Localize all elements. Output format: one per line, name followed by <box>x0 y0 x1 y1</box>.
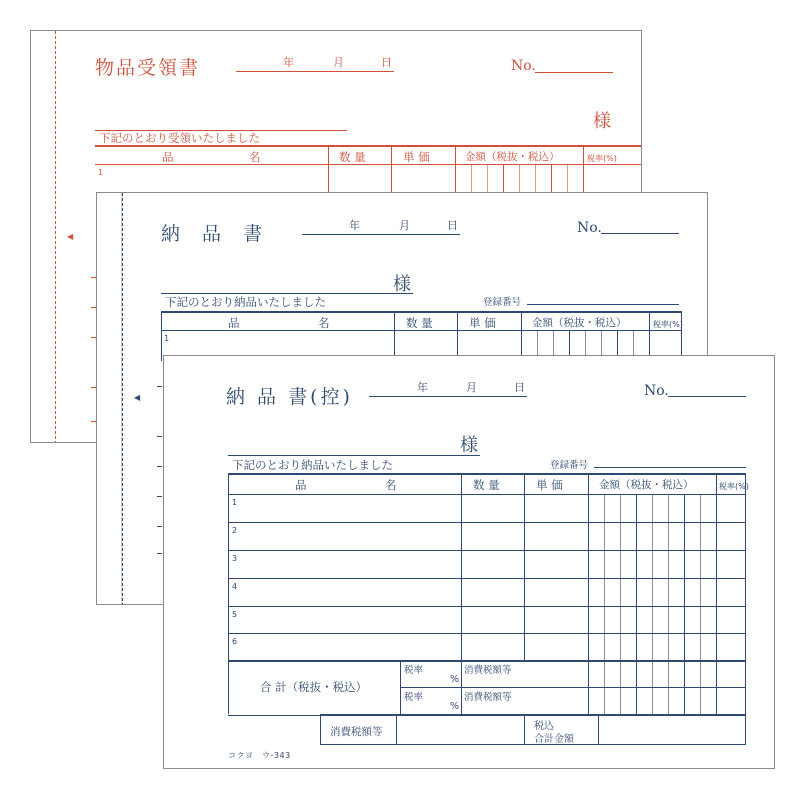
arrow-left-icon: ◀ <box>134 393 141 402</box>
perforation-line <box>55 31 56 443</box>
col-price: 単 価 <box>469 316 496 330</box>
footer-divider <box>396 714 397 745</box>
row-number: 5 <box>232 610 238 619</box>
row-number: 1 <box>98 168 104 177</box>
col-divider <box>161 311 162 361</box>
row-tick <box>157 496 162 497</box>
arrow-left-icon: ◀ <box>67 232 74 241</box>
binding-strip <box>97 193 122 605</box>
row-tick <box>157 436 162 437</box>
intro-text: 下記のとおり受領いたしました <box>99 131 260 145</box>
no-underline <box>601 233 679 234</box>
footer-divider <box>320 714 321 745</box>
total-divider <box>400 660 401 714</box>
digit-divider <box>636 494 637 714</box>
footer-divider <box>524 714 525 745</box>
digit-divider <box>652 494 653 714</box>
sama-label: 様 <box>593 111 611 132</box>
no-label: No. <box>577 220 602 236</box>
date-underline <box>369 396 527 397</box>
intro-text: 下記のとおり納品いたしました <box>165 295 326 309</box>
footer-total-label-2: 合計金額 <box>534 734 574 745</box>
col-amount: 金額（税抜・税込） <box>532 317 627 329</box>
col-item-2: 名 <box>318 316 330 330</box>
reg-underline <box>594 467 746 468</box>
col-item-2: 名 <box>249 150 261 164</box>
table-top <box>161 311 681 313</box>
no-label: No. <box>644 383 669 399</box>
row-tick <box>157 466 162 467</box>
col-qty: 数 量 <box>339 150 366 164</box>
col-amount: 金額（税抜・税込） <box>599 479 694 491</box>
digit-divider <box>700 494 701 714</box>
total-divider <box>461 660 462 714</box>
sama-label: 様 <box>460 435 478 456</box>
reg-label: 登録番号 <box>483 297 522 308</box>
col-divider <box>588 473 589 714</box>
col-divider <box>524 473 525 660</box>
footer-total-label-1: 税込 <box>534 721 554 732</box>
sama-label: 様 <box>393 274 411 295</box>
date-day: 日 <box>514 381 525 394</box>
page-title: 物品受領書 <box>95 57 201 79</box>
date-year: 年 <box>417 381 428 394</box>
row-number: 1 <box>232 498 238 507</box>
product-code: コクヨ ウ-343 <box>228 751 291 760</box>
table-top <box>95 145 642 147</box>
col-divider <box>681 311 682 361</box>
col-qty: 数 量 <box>473 478 500 492</box>
tax-amount-label: 消費税額等 <box>464 665 512 676</box>
footer-blank <box>228 716 320 745</box>
intro-text: 下記のとおり納品いたしました <box>232 458 393 472</box>
digit-divider <box>684 494 685 714</box>
row-number: 6 <box>232 637 238 646</box>
col-taxrate: 税率(%) <box>653 320 683 329</box>
date-year: 年 <box>349 219 360 232</box>
footer-gap <box>228 714 320 715</box>
recipient-line <box>228 455 480 456</box>
no-label: No. <box>511 58 536 74</box>
row-number: 2 <box>232 526 238 535</box>
percent-sign: % <box>450 674 460 685</box>
reg-label: 登録番号 <box>550 460 589 471</box>
digit-divider <box>604 494 605 714</box>
col-item-1: 品 <box>162 150 174 164</box>
row-number: 4 <box>232 582 238 591</box>
page-title: 納 品 書 <box>161 223 271 245</box>
date-day: 日 <box>381 56 392 69</box>
col-taxrate: 税率(%) <box>719 482 749 491</box>
col-taxrate: 税率(%) <box>587 154 617 163</box>
header-bottom <box>95 164 642 165</box>
total-mid-line <box>400 687 746 688</box>
row-number: 1 <box>164 334 170 343</box>
digit-divider <box>668 494 669 714</box>
date-month: 月 <box>466 381 477 394</box>
col-price: 単 価 <box>403 150 430 164</box>
col-divider <box>649 311 650 361</box>
perforation-line <box>122 193 123 605</box>
row-number: 3 <box>232 554 238 563</box>
footer-tax-label: 消費税額等 <box>330 726 383 738</box>
footer-divider <box>598 714 599 745</box>
digit-divider <box>620 494 621 714</box>
date-underline <box>302 234 460 235</box>
delivery-copy-sheet <box>163 355 775 769</box>
date-month: 月 <box>333 56 344 69</box>
recipient-line <box>95 130 347 131</box>
reg-underline <box>527 304 679 305</box>
col-qty: 数 量 <box>406 316 433 330</box>
row-tick <box>157 553 162 554</box>
percent-sign: % <box>450 701 460 712</box>
date-year: 年 <box>283 56 294 69</box>
no-underline <box>535 72 613 73</box>
col-item-1: 品 <box>228 316 240 330</box>
col-item-2: 名 <box>385 478 397 492</box>
col-divider <box>716 473 717 714</box>
col-divider <box>457 311 458 361</box>
date-month: 月 <box>399 219 410 232</box>
col-divider <box>461 473 462 660</box>
row-tick <box>157 386 162 387</box>
col-amount: 金額（税抜・税込） <box>465 151 560 163</box>
page-title: 納 品 書(控) <box>226 386 353 408</box>
row-tick <box>157 526 162 527</box>
col-divider <box>521 311 522 361</box>
taxrate-label: 税率 <box>404 692 424 703</box>
total-label: 合 計（税抜・税込） <box>260 680 368 694</box>
no-underline <box>668 396 746 397</box>
date-day: 日 <box>447 219 458 232</box>
tax-amount-label: 消費税額等 <box>464 692 512 703</box>
taxrate-label: 税率 <box>404 665 424 676</box>
col-price: 単 価 <box>536 478 563 492</box>
date-underline <box>236 71 394 72</box>
col-divider <box>394 311 395 361</box>
col-item-1: 品 <box>295 478 307 492</box>
